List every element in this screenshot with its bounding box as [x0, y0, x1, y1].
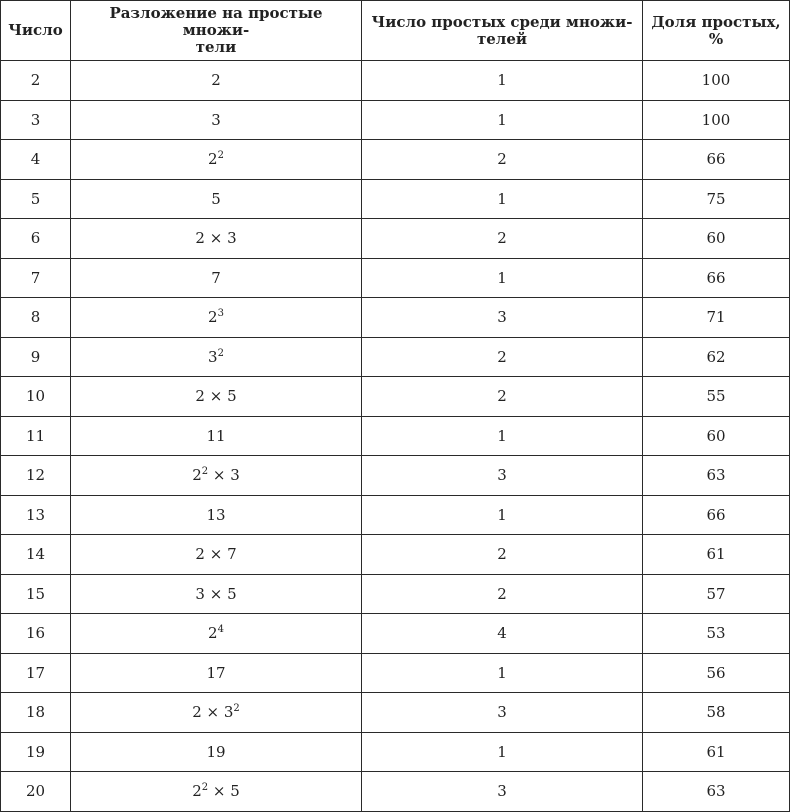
- cell-prime-count: 1: [362, 416, 643, 456]
- factor-exponent: 4: [217, 624, 224, 636]
- cell-factorization: [71, 772, 362, 812]
- cell-number: 2: [1, 61, 71, 101]
- factor-exponent: 2: [217, 150, 224, 162]
- cell-factorization: [71, 614, 362, 654]
- cell-number: 7: [1, 258, 71, 298]
- cell-factorization: [71, 140, 362, 180]
- cell-prime-share: 66: [643, 140, 790, 180]
- table-row: [1, 732, 790, 772]
- cell-prime-share: 71: [643, 298, 790, 338]
- factor-exponent: 2: [217, 347, 224, 359]
- cell-factorization: [71, 100, 362, 140]
- cell-factorization: [71, 61, 362, 101]
- factor-base: 2: [195, 387, 205, 406]
- cell-prime-count: 2: [362, 535, 643, 575]
- cell-number: 6: [1, 219, 71, 259]
- factor-base: 11: [206, 426, 226, 445]
- cell-number: 11: [1, 416, 71, 456]
- table-row: [1, 140, 790, 180]
- table-row: [1, 653, 790, 693]
- cell-prime-count: 1: [362, 61, 643, 101]
- cell-prime-count: 2: [362, 140, 643, 180]
- factor-exponent: 2: [201, 466, 209, 478]
- table-row: [1, 495, 790, 535]
- times-sign: ×: [209, 545, 223, 564]
- times-sign: ×: [209, 387, 223, 406]
- times-sign: ×: [209, 229, 223, 248]
- cell-prime-count: 2: [362, 377, 643, 417]
- cell-prime-share: 58: [643, 693, 790, 733]
- factor-base: 3: [211, 110, 221, 129]
- factor-base: 2: [195, 545, 205, 564]
- cell-prime-count: 2: [362, 219, 643, 259]
- factor-base: 2: [211, 71, 221, 90]
- factor-base: 5: [227, 584, 237, 603]
- cell-factorization: [71, 337, 362, 377]
- table-row: [1, 258, 790, 298]
- cell-number: 12: [1, 456, 71, 496]
- cell-number: 5: [1, 179, 71, 219]
- cell-prime-count: 3: [362, 772, 643, 812]
- cell-prime-count: 1: [362, 258, 643, 298]
- cell-prime-share: 66: [643, 495, 790, 535]
- header-prime-share: [643, 1, 790, 61]
- factor-exponent: 3: [217, 308, 224, 320]
- cell-factorization: [71, 495, 362, 535]
- cell-prime-share: 100: [643, 100, 790, 140]
- table-row: [1, 61, 790, 101]
- factor-base: 5: [227, 387, 237, 406]
- cell-prime-count: 3: [362, 298, 643, 338]
- cell-factorization: [71, 535, 362, 575]
- cell-prime-share: 61: [643, 732, 790, 772]
- header-row: [1, 1, 790, 61]
- cell-prime-count: 3: [362, 456, 643, 496]
- factor-base: 2: [208, 624, 218, 643]
- times-sign: ×: [212, 466, 226, 485]
- cell-prime-count: 2: [362, 574, 643, 614]
- table-row: [1, 416, 790, 456]
- cell-prime-share: 63: [643, 772, 790, 812]
- table-row: [1, 535, 790, 575]
- cell-number: 19: [1, 732, 71, 772]
- cell-number: 8: [1, 298, 71, 338]
- header-factorization-text: Разложение на простые множи- тели: [109, 4, 323, 56]
- factor-base: 19: [206, 742, 226, 761]
- factor-base: 3: [195, 584, 205, 603]
- factor-exponent: 2: [201, 782, 209, 794]
- header-number-text: Число: [8, 21, 63, 39]
- cell-number: 13: [1, 495, 71, 535]
- cell-prime-count: 1: [362, 495, 643, 535]
- table-row: [1, 772, 790, 812]
- factor-base: 3: [230, 466, 240, 485]
- cell-prime-share: 75: [643, 179, 790, 219]
- cell-factorization: [71, 456, 362, 496]
- cell-number: 10: [1, 377, 71, 417]
- table-row: [1, 456, 790, 496]
- factor-base: 2: [208, 308, 218, 327]
- table-row: [1, 693, 790, 733]
- factor-base: 3: [223, 703, 234, 722]
- table-row: [1, 298, 790, 338]
- factor-base: 2: [192, 703, 202, 722]
- cell-prime-share: 63: [643, 456, 790, 496]
- factor-base: 7: [211, 268, 221, 287]
- cell-factorization: [71, 377, 362, 417]
- cell-prime-share: 60: [643, 416, 790, 456]
- factor-base: 2: [192, 466, 202, 485]
- cell-number: 15: [1, 574, 71, 614]
- cell-factorization: [71, 219, 362, 259]
- cell-prime-count: 1: [362, 732, 643, 772]
- table-row: [1, 337, 790, 377]
- factor-base: 2: [192, 782, 202, 801]
- cell-prime-share: 100: [643, 61, 790, 101]
- cell-factorization: [71, 693, 362, 733]
- cell-factorization: [71, 653, 362, 693]
- cell-prime-share: 55: [643, 377, 790, 417]
- factor-base: 3: [208, 347, 218, 366]
- table-row: [1, 100, 790, 140]
- table-row: [1, 614, 790, 654]
- table-body: [1, 61, 790, 812]
- cell-prime-share: 66: [643, 258, 790, 298]
- header-prime-count-text: Число простых среди множи- телей: [371, 12, 633, 48]
- factor-base: 13: [206, 505, 226, 524]
- cell-factorization: [71, 732, 362, 772]
- cell-number: 3: [1, 100, 71, 140]
- cell-factorization: [71, 179, 362, 219]
- cell-factorization: [71, 574, 362, 614]
- header-prime-count: [362, 1, 643, 61]
- cell-number: 4: [1, 140, 71, 180]
- times-sign: ×: [209, 584, 223, 603]
- cell-number: 9: [1, 337, 71, 377]
- header-factorization: [71, 1, 362, 61]
- cell-factorization: [71, 258, 362, 298]
- factor-base: 17: [206, 663, 226, 682]
- cell-prime-share: 60: [643, 219, 790, 259]
- header-prime-share-text: Доля простых, %: [651, 12, 781, 48]
- times-sign: ×: [212, 782, 226, 801]
- factor-base: 3: [227, 229, 237, 248]
- factor-exponent: 2: [233, 703, 240, 715]
- table-row: [1, 219, 790, 259]
- cell-factorization: [71, 416, 362, 456]
- cell-prime-share: 56: [643, 653, 790, 693]
- factor-base: 2: [208, 150, 218, 169]
- factor-base: 7: [227, 545, 237, 564]
- factor-base: 5: [211, 189, 221, 208]
- cell-number: 18: [1, 693, 71, 733]
- table-row: [1, 574, 790, 614]
- cell-prime-count: 1: [362, 179, 643, 219]
- cell-number: 14: [1, 535, 71, 575]
- factor-base: 5: [230, 782, 240, 801]
- cell-prime-count: 3: [362, 693, 643, 733]
- cell-number: 17: [1, 653, 71, 693]
- cell-prime-share: 61: [643, 535, 790, 575]
- cell-prime-count: 2: [362, 337, 643, 377]
- table-row: [1, 179, 790, 219]
- cell-prime-count: 1: [362, 100, 643, 140]
- cell-prime-share: 62: [643, 337, 790, 377]
- cell-number: 16: [1, 614, 71, 654]
- cell-prime-share: 57: [643, 574, 790, 614]
- cell-prime-count: 1: [362, 653, 643, 693]
- cell-prime-count: 4: [362, 614, 643, 654]
- table-row: [1, 377, 790, 417]
- cell-number: 20: [1, 772, 71, 812]
- header-number: [1, 1, 71, 61]
- times-sign: ×: [206, 703, 220, 722]
- factor-base: 2: [195, 229, 205, 248]
- cell-factorization: [71, 298, 362, 338]
- cell-prime-share: 53: [643, 614, 790, 654]
